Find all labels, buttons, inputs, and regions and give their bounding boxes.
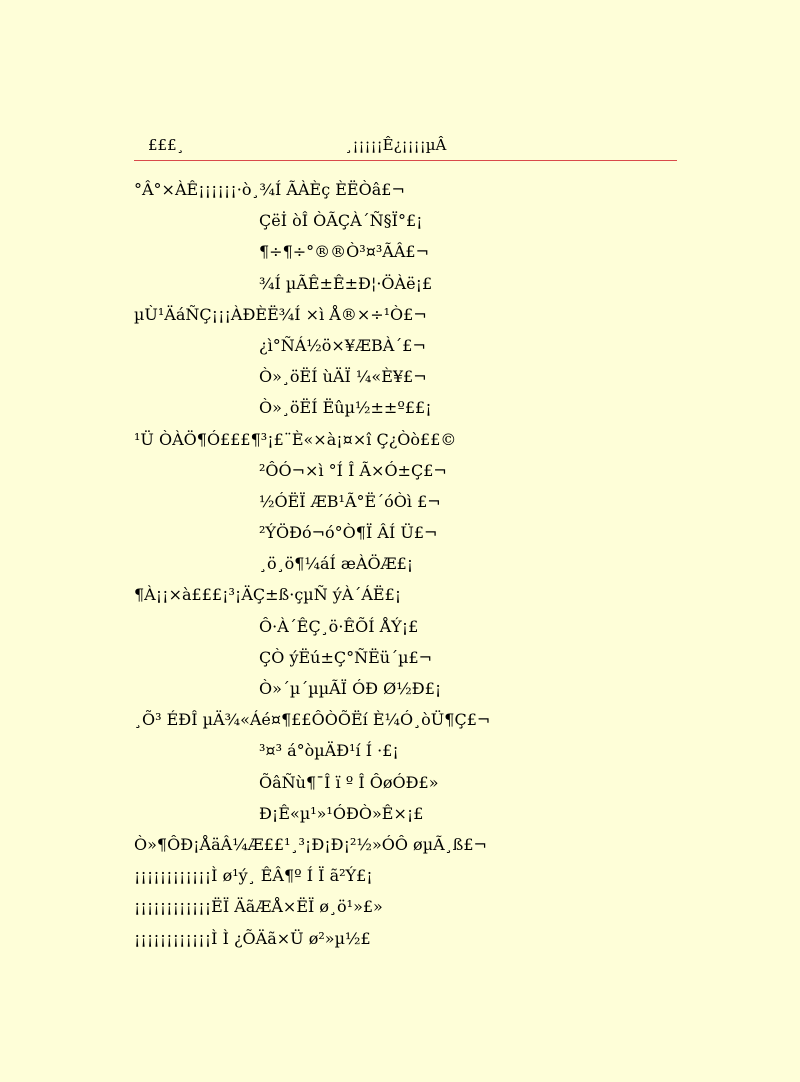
text-line: ¾Í µÃÊ±Ê±Ð¦·ÖÀë¡£ [259, 273, 433, 293]
text-line: ½ÓËÏ ÆB¹Ã°Ë´óÒì £¬ [259, 491, 441, 511]
text-line: Ò»¸öËÍ ùÄÏ ¼«È¥£¬ [259, 367, 427, 387]
text-line: ¡¡¡¡¡¡¡¡¡¡¡¡Ì Ì ¿ÕÄã×Ü ø²»µ½£ [134, 928, 371, 948]
text-line: Ô·À´ÊÇ¸ö·ÊÕÍ ÅÝ¡£ [259, 616, 419, 636]
text-line: Ð¡Ê«µ¹»¹ÓÐÒ»Ê×¡£ [259, 803, 424, 823]
header-left-text: £££¸ [148, 136, 185, 154]
text-line: Ò»¸öËÍ Ëûµ½±±º££¡ [259, 398, 432, 418]
text-line: ¸ö¸ö¶¼áÍ æÀÖÆ£¡ [259, 554, 414, 574]
text-line: ÇÒ ýËú±Ç°ÑËü´µ£¬ [259, 647, 433, 667]
text-line: ²ÔÓ¬×ì °Í Î Ã×Ó±Ç£¬ [259, 460, 447, 480]
text-line: ¡¡¡¡¡¡¡¡¡¡¡¡ËÏ ÄãÆÅ×ËÏ ø¸ö¹»£» [134, 897, 383, 917]
text-line: ¹Ü ÒÀÖ¶Ó£££¶³¡£¨È«×à¡¤×î Ç¿Òò££© [134, 429, 457, 449]
text-line: ¿ì°ÑÁ½ö×¥ÆBÀ´£¬ [259, 335, 426, 355]
header-title: ¸¡¡¡¡¡Ê¿¡¡¡¡µÂ [345, 136, 447, 154]
document-body [134, 174, 490, 954]
text-line: ²ÝÖÐó¬ó°Ò¶Ï ÂÍ Ü£¬ [259, 523, 438, 543]
text-line: µÙ¹ÄáÑÇ¡¡¡ÀÐÈË¾Í ×ì Å®×÷¹Ò£¬ [134, 304, 427, 324]
text-line: ¸Õ³ ÉÐÎ µÄ¾«Áé¤¶££ÔÒÕËí È¼Ó¸òÜ¶Ç£¬ [134, 710, 491, 730]
text-line: Çëİ òÎ ÒÃÇÀ´Ñ§Ï°£¡ [259, 211, 423, 231]
text-line: °Â°×ÀÊ¡¡¡¡¡¡·ò¸¾Í ÃÀÈç ÈËÒâ£¬ [134, 180, 405, 199]
page-header [134, 136, 677, 161]
text-line: ¶À¡¡×à£££¡³¡ÄÇ±ß·çµÑ ýÀ´ÁË£¡ [134, 585, 402, 605]
text-line: Ò»¶ÔÐ¡ÅäÂ¼Æ££¹¸³¡Ð¡Ð¡²½»ÓÔ øµÃ¸ß£¬ [134, 834, 487, 854]
text-line: Ò»´µ´µµÃÏ ÓÐ Ø½Ð£¡ [259, 679, 442, 698]
text-line: ¡¡¡¡¡¡¡¡¡¡¡¡Ì ø¹ý¸ ÊÂ¶º Í Ï ã²Ý£¡ [134, 866, 373, 886]
text-line: ÕâÑù¶¯Î ï º Î ÔøÓÐ£» [259, 772, 439, 792]
text-line: ¶÷¶÷°®®Ò³¤³ÃÂ£¬ [259, 242, 429, 262]
text-line: ³¤³ á°òµÄÐ¹í Í ·£¡ [259, 741, 399, 761]
